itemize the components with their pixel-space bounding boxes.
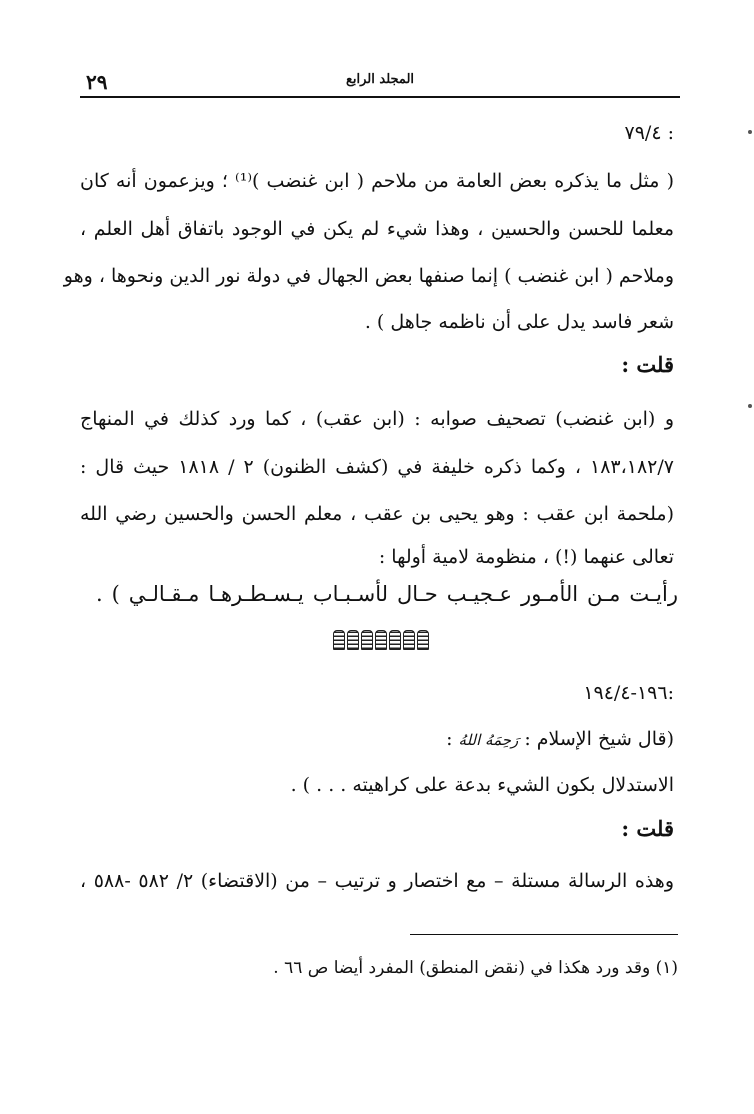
body-line: ( مثل ما يذكره بعض العامة من ملاحم ( ابن غنضب )⁽¹⁾ ؛ ويزعمون أنه كان [80, 170, 674, 192]
honorific-phrase: رَحِمَهُ اللهُ [458, 731, 519, 749]
footnote-separator [410, 934, 678, 935]
page-number: ٢٩ [86, 70, 108, 94]
header-rule [80, 96, 680, 98]
footnote: (١) وقد ورد هكذا في (نقض المنطق) المفرد أيضا ص ٦٦ . [273, 958, 678, 978]
body-line: تعالى عنهما (!) ، منظومة لامية أولها : [378, 546, 674, 568]
running-title: المجلد الرابع [345, 72, 415, 87]
body-line: الاستدلال بكون الشيء بدعة على كراهيته . . . ) . [290, 774, 674, 796]
poetry-verse: رأيـت مـن الأمـور عـجيـب حـال لأسـبـاب يـسـطـرهـا مـقـالـي ) . [96, 582, 678, 606]
ornament-block [347, 630, 359, 650]
quote-intro: (قال شيخ الإسلام : [524, 728, 674, 750]
body-line: معلما للحسن والحسين ، وهذا شيء لم يكن في الوجود باتفاق أهل العلم ، [80, 218, 674, 240]
ornament-block [361, 630, 373, 650]
body-line: وهذه الرسالة مستلة – مع اختصار و ترتيب – من (الاقتضاء) ٢/ ٥٨٢ -٥٨٨ ، [80, 870, 674, 892]
body-line [446, 730, 674, 749]
ornament-block [333, 630, 345, 650]
body-line: و (ابن غنضب) تصحيف صوابه : (ابن عقب) ، كما ورد كذلك في المنهاج [80, 408, 674, 430]
page-header [80, 66, 680, 96]
body-line: ١٨٣،١٨٢/٧ ، وكما ذكره خليفة في (كشف الظنون) ٢ / ١٨١٨ حيث قال : [80, 456, 674, 478]
ornament-block [417, 630, 429, 650]
ornament-block [403, 630, 415, 650]
volume-page-reference: :١٩٦-١٩٤/٤ [583, 682, 674, 704]
section-divider-ornament [331, 630, 431, 652]
volume-page-reference: : ٧٩/٤ [624, 122, 674, 144]
section-heading: قلت : [621, 816, 674, 841]
quote-colon: : [446, 728, 453, 750]
section-heading: قلت : [621, 352, 674, 377]
ornament-block [375, 630, 387, 650]
body-line: وملاحم ( ابن غنضب ) إنما صنفها بعض الجهال في دولة نور الدين ونحوها ، وهو [63, 265, 674, 287]
body-line: شعر فاسد يدل على أن ناظمه جاهل ) . [364, 311, 674, 333]
ornament-block [389, 630, 401, 650]
margin-mark [748, 404, 752, 408]
body-line: (ملحمة ابن عقب : وهو يحيى بن عقب ، معلم الحسن والحسين رضي الله [80, 503, 674, 525]
margin-mark [748, 130, 752, 134]
